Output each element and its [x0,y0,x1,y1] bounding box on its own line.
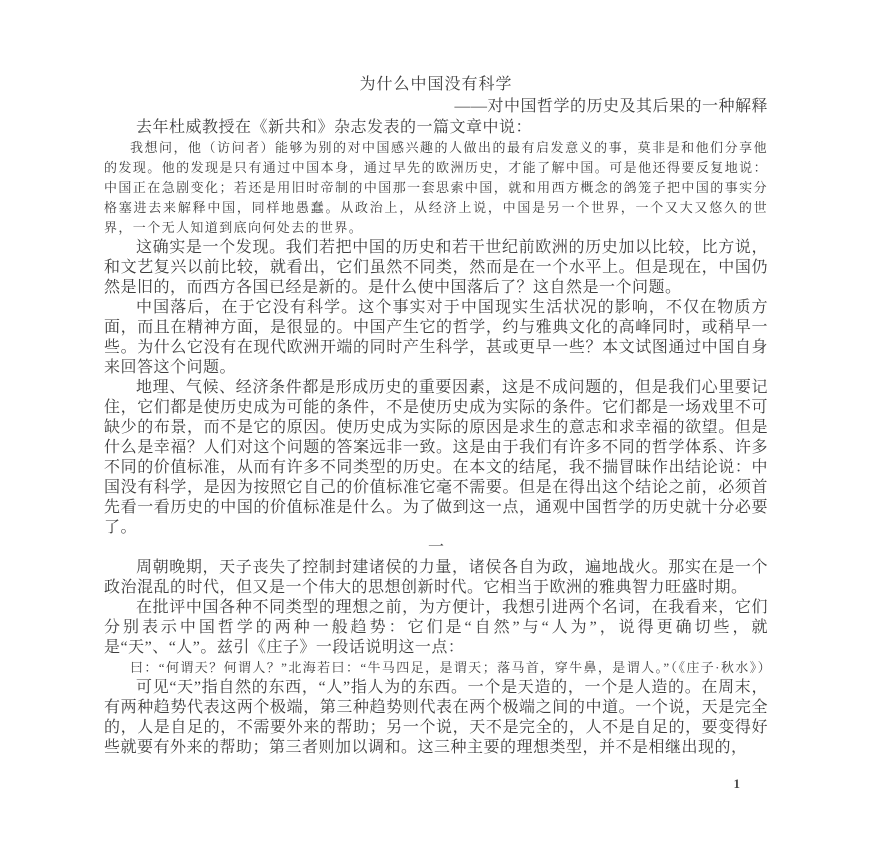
paragraph-two-terms: 在批评中国各种不同类型的理想之前，为方便计，我想引进两个名词，在我看来，它们分别表示中国哲学的两种一般趋势：它们是“自然”与“人为”，说得更确切些，就是“天”、“人”。兹引《庄子》一段话说明这一点： [104,599,768,656]
document-content [104,74,773,758]
intro-paragraph: 去年杜威教授在《新共和》杂志发表的一篇文章中说： [136,119,533,136]
paragraph-discovery: 这确实是一个发现。我们若把中国的历史和若干世纪前欧洲的历史加以比较，比方说，和文艺复兴以前比较，就看出，它们虽然不同类，然而是在一个水平上。但是现在，中国仍然是旧的，而西方各国已经是新的。是什么使中国落后了？这自然是一个问题。 [104,239,768,296]
page-number: 1 [733,776,740,791]
paragraph-no-science: 中国落后，在于它没有科学。这个事实对于中国现实生活状况的影响，不仅在物质方面，而且在精神方面，是很显的。中国产生它的哲学，约与雅典文化的高峰同时，或稍早一些。为什么它没有在现代欧洲开端的同时产生科学，甚或更早一些？本文试图通过中国自身来回答这个问题。 [104,299,768,376]
paragraph-conditions: 地理、气候、经济条件都是形成历史的重要因素，这是不成问题的，但是我们心里要记住，它们都是使历史成为可能的条件，不是使历史成为实际的条件。它们都是一场戏里不可缺少的布景，而不是它的原因。使历史成为实际的原因是求生的意志和求幸福的欲望。但是什么是幸福？人们对这个问题的答案远非一致。这是由于我们有许多不同的哲学体系、许多不同的价值标准，从而有许多不同类型的历史。在本文的结尾，我不揣冒昧作出结论说：中国没有科学，是因为按照它自己的价值标准它毫不需要。但是在得出这个结论之前，必须首先看一看历史的中国的价值标准是什么。为了做到这一点，通观中国哲学的历史就十分必要了。 [104,379,768,536]
zhuangzi-quote-block: 曰：“何谓天？何谓人？”北海若曰：“牛马四足，是谓天；落马首，穿牛鼻，是谓人。”（《庄子·秋水》） [130,660,773,675]
dewey-quote-block: 我想问，他（访问者）能够为别的对中国感兴趣的人做出的最有启发意义的事，莫非是和他们分享他的发现。他的发现是只有通过中国本身，通过早先的欧洲历史，才能了解中国。可是他还得要反复地说：中国正在急剧变化；若还是用旧时帝制的中国那一套思索中国，就和用西方概念的鸽笼子把中国的事实分格塞进去来解释中国，同样地愚蠢。从政治上，从经济上说，中国是另一个世界，一个又大又悠久的世界，一个无人知道到底向何处去的世界。 [104,140,768,235]
doc-title: 为什么中国没有科学 [359,76,513,93]
doc-subtitle: ——对中国哲学的历史及其后果的一种解释 [454,98,768,115]
paragraph-zhou-era: 周朝晚期，天子丧失了控制封建诸侯的力量，诸侯各自为政，遍地战火。那实在是一个政治混乱的时代，但又是一个伟大的思想创新时代。它相当于欧洲的雅典智力旺盛时期。 [104,559,768,596]
section-one-marker: 一 [427,539,444,556]
paragraph-tian-ren: 可见“天”指自然的东西，“人”指人为的东西。一个是天造的，一个是人造的。在周末，有两种趋势代表这两个极端，第三种趋势则代表在两个极端之间的中道。一个说，天是完全的，人是自足的，不需要外来的帮助；另一个说，天不是完全的，人不是自足的，要变得好些就要有外来的帮助；第三者则加以调和。这三种主要的理想类型，并不是相继出现的， [104,679,768,756]
